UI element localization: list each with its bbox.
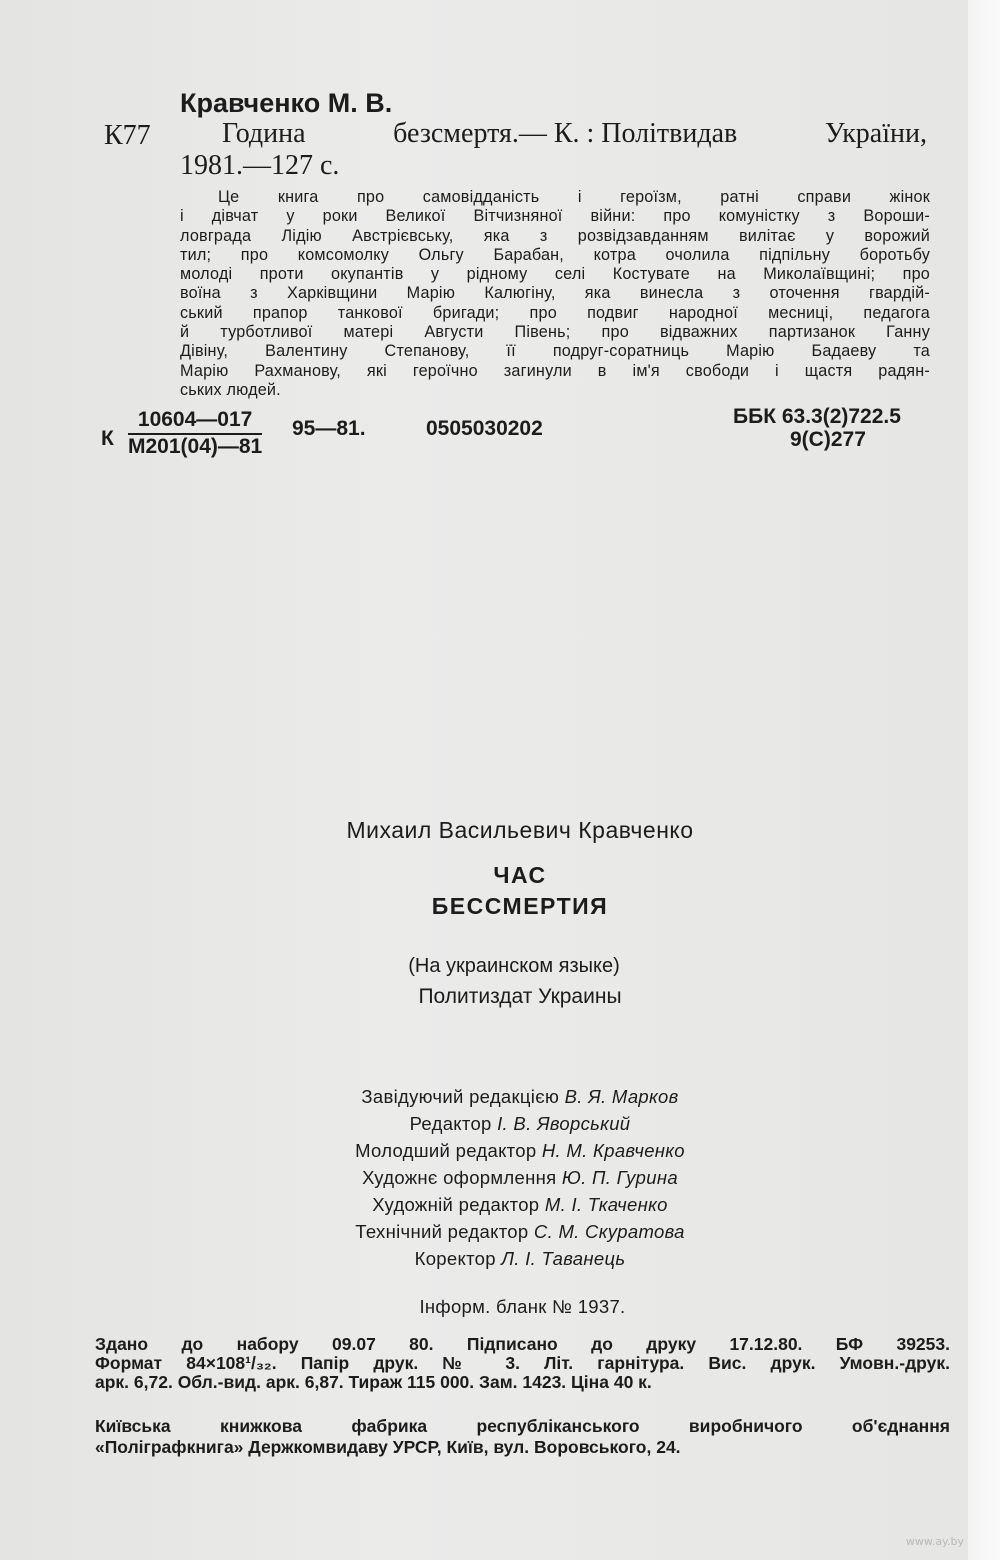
bbk-line-2: 9(С)277 [790,428,866,451]
index-letter: К [101,427,114,450]
credit-row [300,1164,740,1191]
credits-list [300,1083,740,1272]
credit-name: М. І. Ткаченко [544,1194,668,1215]
credit-name: Н. М. Кравченко [541,1140,685,1161]
technical-line: арк. 6,72. Обл.-вид. арк. 6,87. Тираж 115 000. Зам. 1423. Ціна 40 к. [95,1372,652,1392]
language-note: (На украинском языке) [408,955,620,977]
bbk-line-1: ББК 63.3(2)722.5 [733,405,901,428]
technical-line: Формат 84×108¹/₃₂. Папір друк. № 3. Літ. гарнітура. Вис. друк. Умовн.-друк. [95,1353,950,1373]
credit-name: В. Я. Марков [564,1086,679,1107]
site-watermark: www.ay.by [905,1535,964,1548]
info-blank: Інформ. бланк № 1937. [419,1296,626,1317]
catalog-title-word: Година [222,118,306,149]
catalog-class-code: К77 [104,120,151,151]
technical-line: Здано до набору 09.07 80. Підписано до друку 17.12.80. БФ 39253. [95,1334,950,1354]
russian-title-line-2: БЕССМЕРТИЯ [431,893,609,919]
catalog-title-line [222,118,927,150]
index-code: 0505030202 [426,417,543,440]
technical-details [95,1335,950,1392]
abstract-line: й турботливої матері Августи Півень; про відважних партизанок Ганну [180,323,930,342]
credit-row [300,1137,740,1164]
catalog-author: Кравченко М. В. [180,88,393,118]
credit-role: Завідуючий редакцією [361,1086,560,1107]
abstract-line: молоді проти окупантів у рідному селі Костувате на Миколаївщині; про [180,265,930,284]
abstract-line: Марію Рахманову, які героїчно загинули в ім'я свободи і щастя радян- [180,361,930,380]
catalog-title-word: безсмертя.— К. : Політвидав [393,118,738,149]
credit-name: Л. І. Таванець [501,1248,626,1269]
factory-line: Київська книжкова фабрика республіканського виробничого об'єднання [95,1416,950,1436]
credit-name: С. М. Скуратова [533,1221,685,1242]
author-full-name: Михаил Васильевич Кравченко [346,817,694,843]
credit-name: І. В. Яворський [497,1113,631,1134]
credit-role: Молодший редактор [355,1140,537,1161]
credit-role: Технічний редактор [355,1221,529,1242]
abstract-line: ських людей. [180,380,281,399]
credit-name: Ю. П. Гурина [561,1167,678,1188]
credit-row [300,1191,740,1218]
page-edge [968,0,1000,1560]
credit-row [300,1110,740,1137]
abstract-line: ловграда Лідію Австрієвську, яка з розвідзавданням вилітає у ворожий [180,226,930,245]
abstract-line: воїна з Харківщини Марію Калюгіну, яка винесла з оточення гвардій- [180,284,930,303]
credit-row [300,1218,740,1245]
publisher: Политиздат Украины [418,985,622,1008]
abstract-line: ський прапор танкової бригади; про подвиг народної месниці, педагога [180,303,930,322]
factory-line: «Поліграфкнига» Держкомвидаву УРСР, Київ, вул. Воровського, 24. [95,1437,681,1457]
credit-role: Художнє оформлення [362,1167,557,1188]
printing-house [95,1416,950,1458]
index-denominator: М201(04)—81 [128,435,263,458]
catalog-imprint: 1981.—127 с. [180,150,340,181]
index-fraction [128,408,262,459]
index-suffix: 95—81. [292,417,366,440]
credit-role: Редактор [409,1113,492,1134]
catalog-title-word: України, [824,118,927,149]
credit-row [300,1083,740,1110]
index-numerator: 10604—017 [128,408,262,435]
russian-title-line-1: ЧАС [493,862,547,888]
abstract-line: і дівчат у роки Великої Вітчизняної війни: про комуністку з Вороши- [180,207,930,226]
credit-role: Художній редактор [372,1194,540,1215]
abstract-line: тил; про комсомолку Ольгу Барабан, котра очолила підпільну боротьбу [180,245,930,264]
credit-row [300,1245,740,1272]
abstract-line: Дівіну, Валентину Степанову, її подруг-соратниць Марію Бадаеву та [180,342,930,361]
credit-role: Коректор [414,1248,496,1269]
abstract-line: Це книга про самовідданість і героїзм, ратні справи жінок [218,188,930,206]
abstract [180,188,930,400]
